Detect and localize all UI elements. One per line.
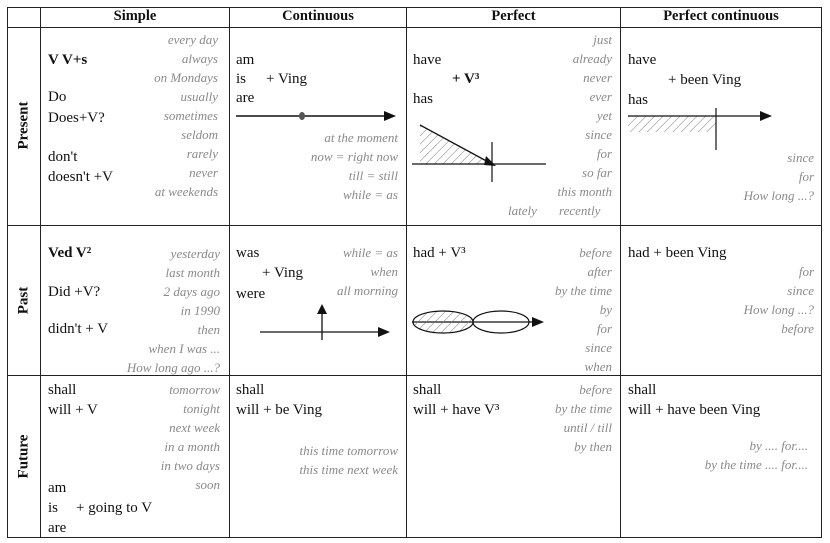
past-simple-form: Ved V² [48,245,92,261]
future-perfcont-will: will + have been Ving [628,402,761,418]
present-perfect-v3: + V³ [452,71,480,87]
past-perfect-markers: before after by the time by for since when [554,245,612,374]
row-label-future: Future [15,434,32,479]
future-perfcont-markers: by .... for.... by the time .... for.... [704,438,808,472]
present-simple-dont: don't [48,149,78,165]
past-continuous-ving: + Ving [262,265,304,281]
past-perfcont-form: had + been Ving [628,245,727,261]
present-simple-doesnt: doesn't +V [48,169,113,185]
row-label-past: Past [15,286,32,315]
header-simple: Simple [113,8,157,24]
past-perfcont-markers: for since How long ...? before [743,264,814,336]
past-simple-did: Did +V? [48,284,101,300]
present-simple-does: Does+V? [48,110,105,126]
future-simple-shall: shall [48,382,77,398]
present-simple-markers: every day always on Mondays usually sometimes seldom rarely never at weekends [154,32,218,199]
past-continuous-was: was [236,245,260,261]
present-simple-do: Do [48,89,67,105]
present-continuous-ving: + Ving [266,71,308,87]
future-simple-are: are [48,520,67,536]
future-continuous-will: will + be Ving [236,402,323,418]
row-label-present: Present [15,101,32,150]
present-perfcont-has: has [628,92,648,108]
present-continuous-is: is [236,71,247,87]
future-perfcont-shall: shall [628,382,657,398]
future-perfect-markers: before by the time until / till by then [554,382,612,454]
present-perfect-lately: lately [508,203,537,218]
header-continuous: Continuous [282,8,354,24]
past-perfect-form: had + V³ [413,245,466,261]
present-perfcont-been: + been Ving [668,72,742,88]
header-perfect: Perfect [491,8,536,24]
present-perfect-have: have [413,52,442,68]
past-simple-markers: yesterday last month 2 days ago in 1990 then when I was ... How long ago ...? [126,246,220,375]
future-simple-am: am [48,480,67,496]
present-perfcont-diagram [624,104,814,154]
future-simple-going: + going to V [76,500,153,516]
past-continuous-timeline [256,304,406,344]
present-perfcont-markers: since for How long ...? [743,150,814,203]
future-simple-is: is [48,500,59,516]
past-simple-didnt: didn't + V [48,321,109,337]
present-continuous-are: are [236,90,255,106]
future-simple-markers: tomorrow tonight next week in a month in two days soon [160,382,220,492]
future-continuous-markers: this time tomorrow this time next week [299,443,398,477]
future-simple-will: will + V [48,402,98,418]
past-continuous-were: were [236,286,266,302]
present-perfcont-have: have [628,52,657,68]
present-perfect-markers: just already never ever yet since for so far this month [557,32,612,199]
present-continuous-timeline [234,108,404,124]
present-perfect-has: has [413,91,433,107]
present-simple-form: V V+s [48,52,88,68]
past-continuous-markers: while = as when all morning [336,245,398,298]
present-continuous-am: am [236,52,255,68]
present-continuous-markers: at the moment now = right now till = still while = as [310,130,398,202]
future-perfect-shall: shall [413,382,442,398]
future-continuous-shall: shall [236,382,265,398]
present-perfect-recently: recently [559,203,601,218]
header-perfect-continuous: Perfect continuous [663,8,779,24]
future-perfect-will: will + have V³ [413,402,500,418]
